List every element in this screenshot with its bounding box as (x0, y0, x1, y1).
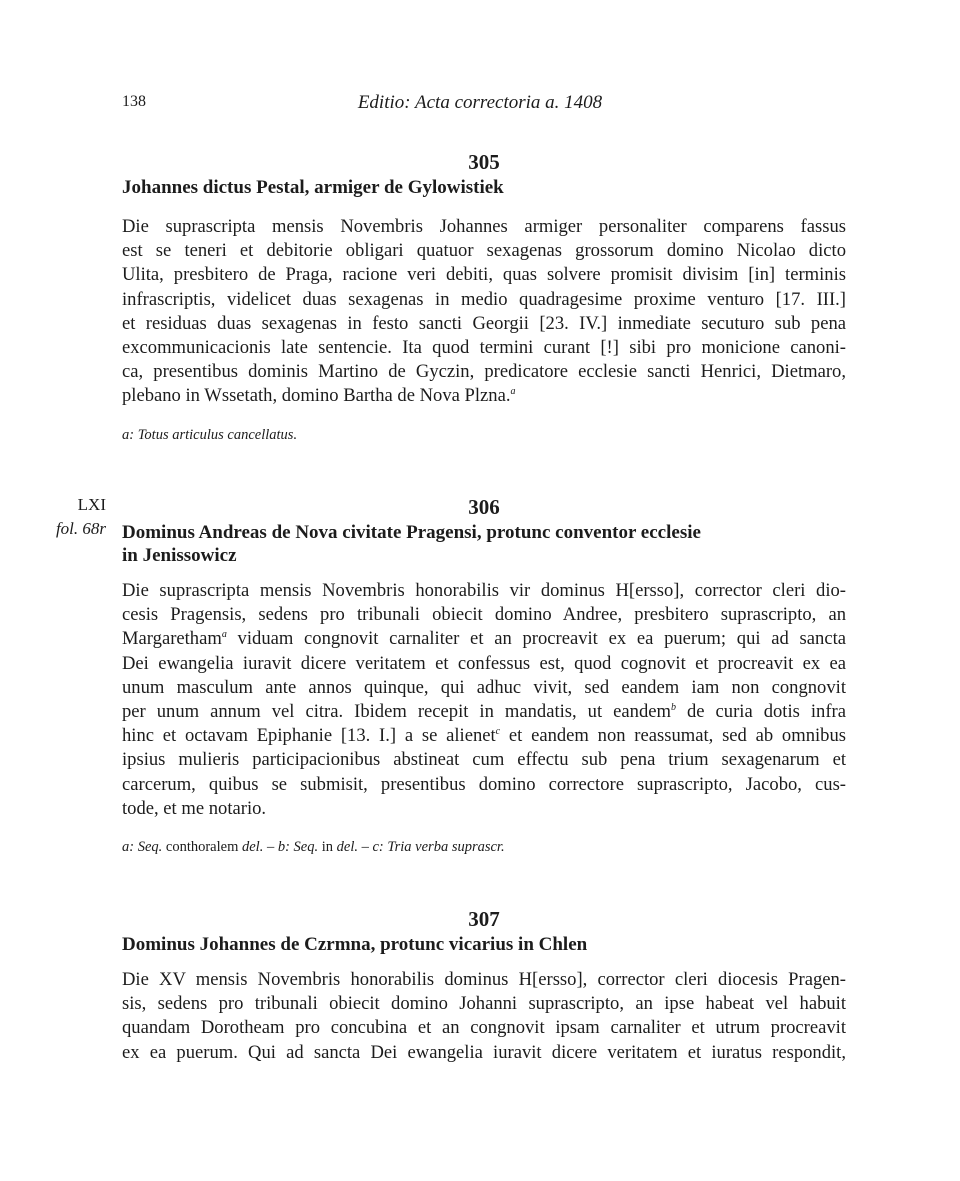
text-line: et residuas duas sexagenas in festo sancti Georgii [23. IV.] inmediate secuturo sub pena (122, 312, 846, 334)
text-line: quandam Dorotheam pro concubina et an congnovit ipsam carnaliter et utrum procreavit (122, 1017, 846, 1039)
text-line: Die XV mensis Novembris honorabilis dominus H[ersso], corrector cleri diocesis Pragen- (122, 969, 846, 990)
entry-title (122, 521, 846, 567)
apparatus-word: in (321, 839, 334, 856)
text-line: Dei ewangelia iuravit dicere veritatem et confessus est, quod cognovit et procreavit ex ea (122, 652, 846, 674)
text-segment: hinc et octavam Epiphanie [13. I.] a se alienet (122, 725, 496, 747)
title-line: Dominus Andreas de Nova civitate Pragensi, protunc conventor ecclesie (122, 522, 701, 543)
text-line: ipsius mulieris participacionibus abstineat cum effectu sub pena trium sexagenarum et (122, 749, 846, 771)
margin-note (30, 493, 106, 541)
entry-title: Dominus Johannes de Czrmna, protunc vicarius in Chlen (122, 934, 588, 955)
entry-307 (122, 907, 846, 1065)
text-line: infrascriptis, videlicet duas sexagenas in medio quadragesime proxime venturo [17. III.] (122, 288, 846, 310)
entry-306 (122, 495, 846, 856)
text-line: ca, presentibus dominis Martino de Gyczin, predicatore ecclesie sancti Henrici, Dietmaro, (122, 361, 846, 383)
entry-305 (122, 150, 846, 444)
footnote-mark: c (495, 726, 501, 738)
text-line: est se teneri et debitorie obligari quatuor sexagenas grossorum domino Nicolao dicto (122, 240, 846, 262)
text-segment: plebano in Wssetath, domino Bartha de Nova Plzna. (122, 385, 511, 407)
text-segment: viduam congnovit carnaliter et an procreavit ex ea puerum; qui ad sancta (226, 628, 846, 650)
apparatus-text: a: Seq. (122, 839, 166, 856)
text-line: sis, sedens pro tribunali obiecit domino Johanni suprascripto, an ipse habeat vel habuit (122, 993, 846, 1015)
page-number: 138 (122, 93, 146, 110)
text-line: unum masculum ante annos quinque, qui adhuc vivit, sed eandem iam non congnovit (122, 676, 846, 698)
apparatus-word: conthoralem (165, 839, 239, 856)
text-line: Die suprascripta mensis Novembris Johannes armiger personaliter comparens fassus (122, 216, 846, 237)
text-line: ex ea puerum. Qui ad sancta Dei ewangelia iuravit dicere veritatem et iuratus respondit, (122, 1041, 846, 1063)
text-line: Die suprascripta mensis Novembris honorabilis vir dominus H[ersso], corrector cleri dio- (122, 580, 846, 601)
text-segment: et eandem non reassumat, sed ab omnibus (500, 725, 846, 747)
critical-apparatus (122, 839, 846, 856)
text-line: tode, et me notario. (122, 797, 267, 819)
text-line: Ulita, presbitero de Praga, racione veri debiti, quas solvere promisit divisim [in] terminis (122, 264, 846, 286)
entry-text (122, 968, 846, 1065)
text-line (122, 627, 846, 651)
entry-title: Johannes dictus Pestal, armiger de Gylowistiek (122, 177, 504, 198)
entry-text (122, 579, 846, 821)
margin-folio: fol. 68r (55, 519, 106, 538)
title-line: in Jenissowicz (122, 545, 237, 566)
entry-number: 306 (468, 495, 500, 519)
margin-folio-number: LXI (77, 495, 106, 514)
text-line (122, 384, 846, 408)
text-line: carcerum, quibus se submisit, presentibus domino correctore suprascripto, Jacobo, cus- (122, 773, 846, 795)
entry-number: 305 (468, 150, 500, 174)
footnote-mark: a (510, 386, 516, 398)
text-segment: de curia dotis infra (675, 701, 846, 723)
text-line (122, 700, 846, 724)
footnote-mark: b (670, 702, 676, 714)
text-segment: per unum annum vel citra. Ibidem recepit in mandatis, ut eandem (122, 701, 671, 723)
entry-number: 307 (468, 907, 500, 931)
text-line: excommunicacionis late sentencie. Ita quod termini curant [!] sibi pro monicione canoni- (122, 337, 846, 359)
text-segment: Margaretham (122, 628, 222, 650)
apparatus-text: del. – c: Tria verba suprascr. (333, 839, 505, 856)
critical-apparatus: a: Totus articulus cancellatus. (122, 426, 298, 443)
footnote-mark: a (221, 629, 227, 641)
text-line (122, 724, 846, 748)
running-title: Editio: Acta correctoria a. 1408 (357, 92, 603, 113)
apparatus-text: del. – b: Seq. (238, 839, 322, 856)
entry-text (122, 215, 846, 409)
text-line: cesis Pragensis, sedens pro tribunali obiecit domino Andree, presbitero suprascripto, an (122, 604, 846, 626)
